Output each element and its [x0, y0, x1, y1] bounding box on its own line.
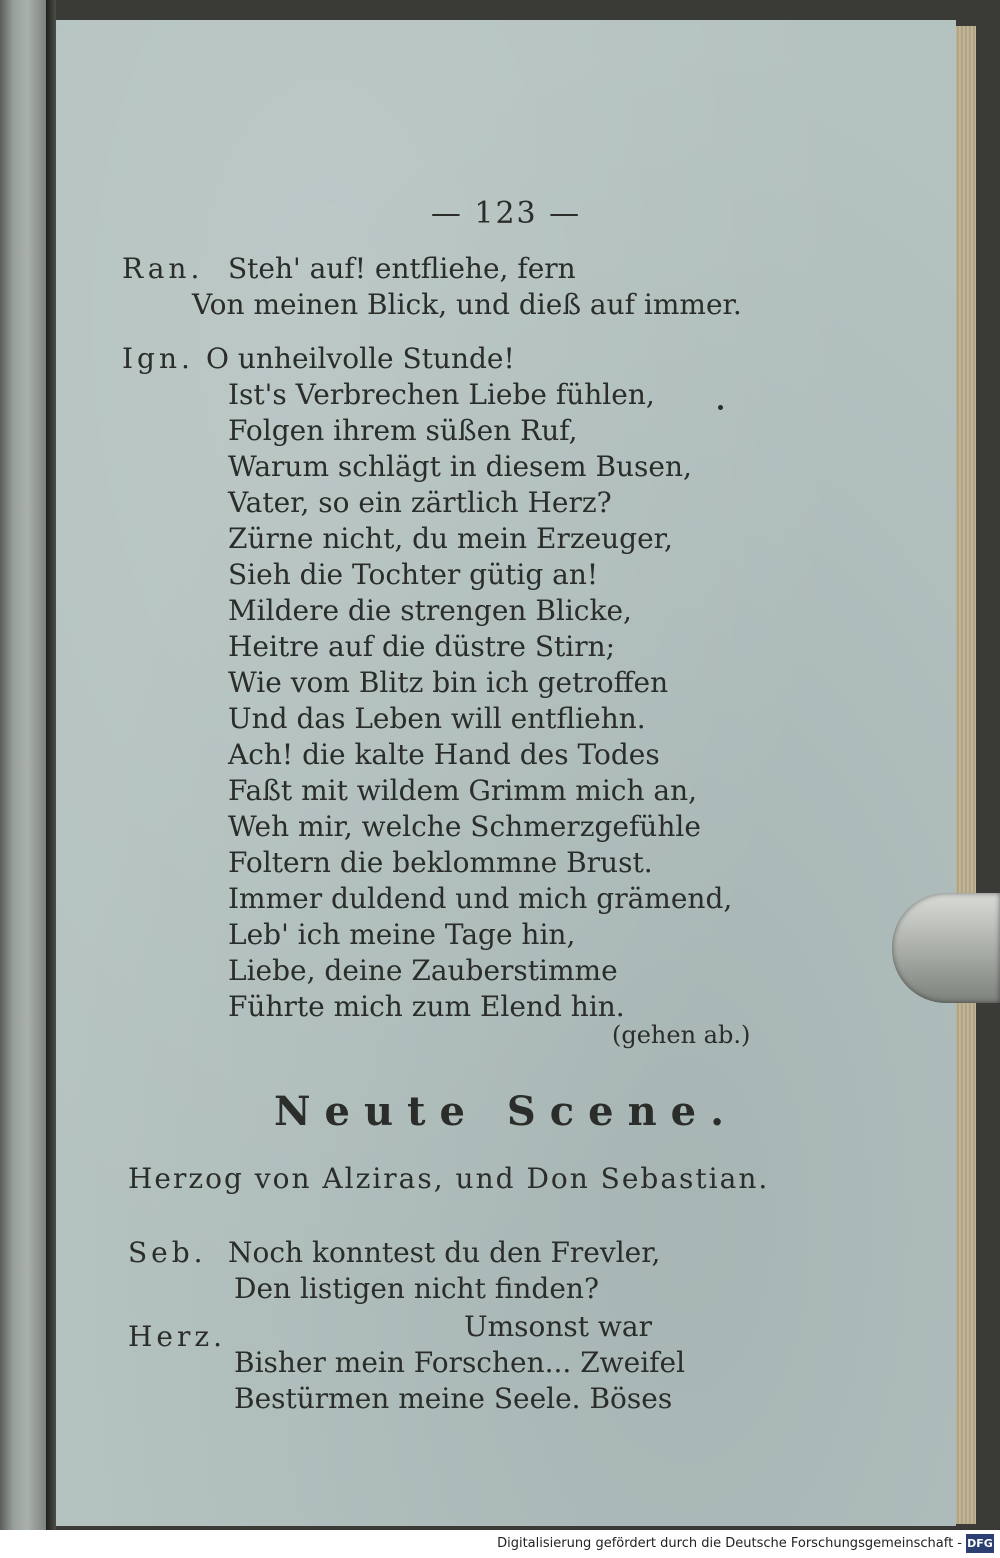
verse-line: Sieh die Tochter gütig an!: [228, 558, 599, 591]
page-number: — 123 —: [430, 196, 582, 231]
page-tab-clip: [892, 893, 1000, 1003]
verse-line: Mildere die strengen Blicke,: [228, 594, 632, 627]
verse-line: Steh' auf! entfliehe, fern: [228, 252, 576, 285]
book-page: [56, 20, 956, 1526]
scene-heading: Neute Scene.: [273, 1088, 739, 1135]
verse-line: Leb' ich meine Tage hin,: [228, 918, 576, 951]
ink-speck: [718, 405, 723, 410]
speaker-label: Ign.: [122, 342, 194, 375]
verse-line: Wie vom Blitz bin ich getroffen: [228, 666, 669, 699]
verse-line: Vater, so ein zärtlich Herz?: [228, 486, 612, 519]
footer-bar: [0, 1530, 1000, 1558]
verse-line: Heitre auf die düstre Stirn;: [228, 630, 616, 663]
verse-line: Immer duldend und mich grämend,: [228, 882, 733, 915]
verse-line: Führte mich zum Elend hin.: [228, 990, 625, 1023]
verse-line: Umsonst war: [464, 1310, 652, 1343]
verse-line: O unheilvolle Stunde!: [206, 342, 515, 375]
verse-line: Warum schlägt in diesem Busen,: [228, 450, 692, 483]
left-page-edge: [0, 0, 46, 1530]
dfg-logo: DFG: [966, 1534, 994, 1553]
verse-line: Zürne nicht, du mein Erzeuger,: [228, 522, 673, 555]
verse-line: Liebe, deine Zauberstimme: [228, 954, 618, 987]
verse-line: Faßt mit wildem Grimm mich an,: [228, 774, 698, 807]
speaker-label: Seb.: [128, 1236, 207, 1269]
verse-line: Ach! die kalte Hand des Todes: [228, 738, 660, 771]
speaker-label: Herz.: [128, 1320, 227, 1353]
page-stack-edge: [956, 26, 976, 1524]
verse-line: Von meinen Blick, und dieß auf immer.: [192, 288, 742, 321]
verse-line: Noch konntest du den Frevler,: [228, 1236, 661, 1269]
verse-line: Ist's Verbrechen Liebe fühlen,: [228, 378, 655, 411]
scene-cast: Herzog von Alziras, und Don Sebastian.: [128, 1162, 770, 1195]
verse-line: Bestürmen meine Seele. Böses: [234, 1382, 673, 1415]
verse-line: Und das Leben will entfliehn.: [228, 702, 646, 735]
stage-direction: (gehen ab.): [612, 1021, 751, 1049]
verse-line: Den listigen nicht finden?: [234, 1272, 599, 1305]
book-spine: [46, 0, 56, 1530]
speaker-label: Ran.: [122, 252, 204, 285]
verse-line: Weh mir, welche Schmerzgefühle: [228, 810, 701, 843]
verse-line: Foltern die beklommne Brust.: [228, 846, 653, 879]
verse-line: Bisher mein Forschen... Zweifel: [234, 1346, 686, 1379]
verse-line: Folgen ihrem süßen Ruf,: [228, 414, 578, 447]
footer-credit: Digitalisierung gefördert durch die Deutsche Forschungsgemeinschaft -: [497, 1536, 962, 1551]
